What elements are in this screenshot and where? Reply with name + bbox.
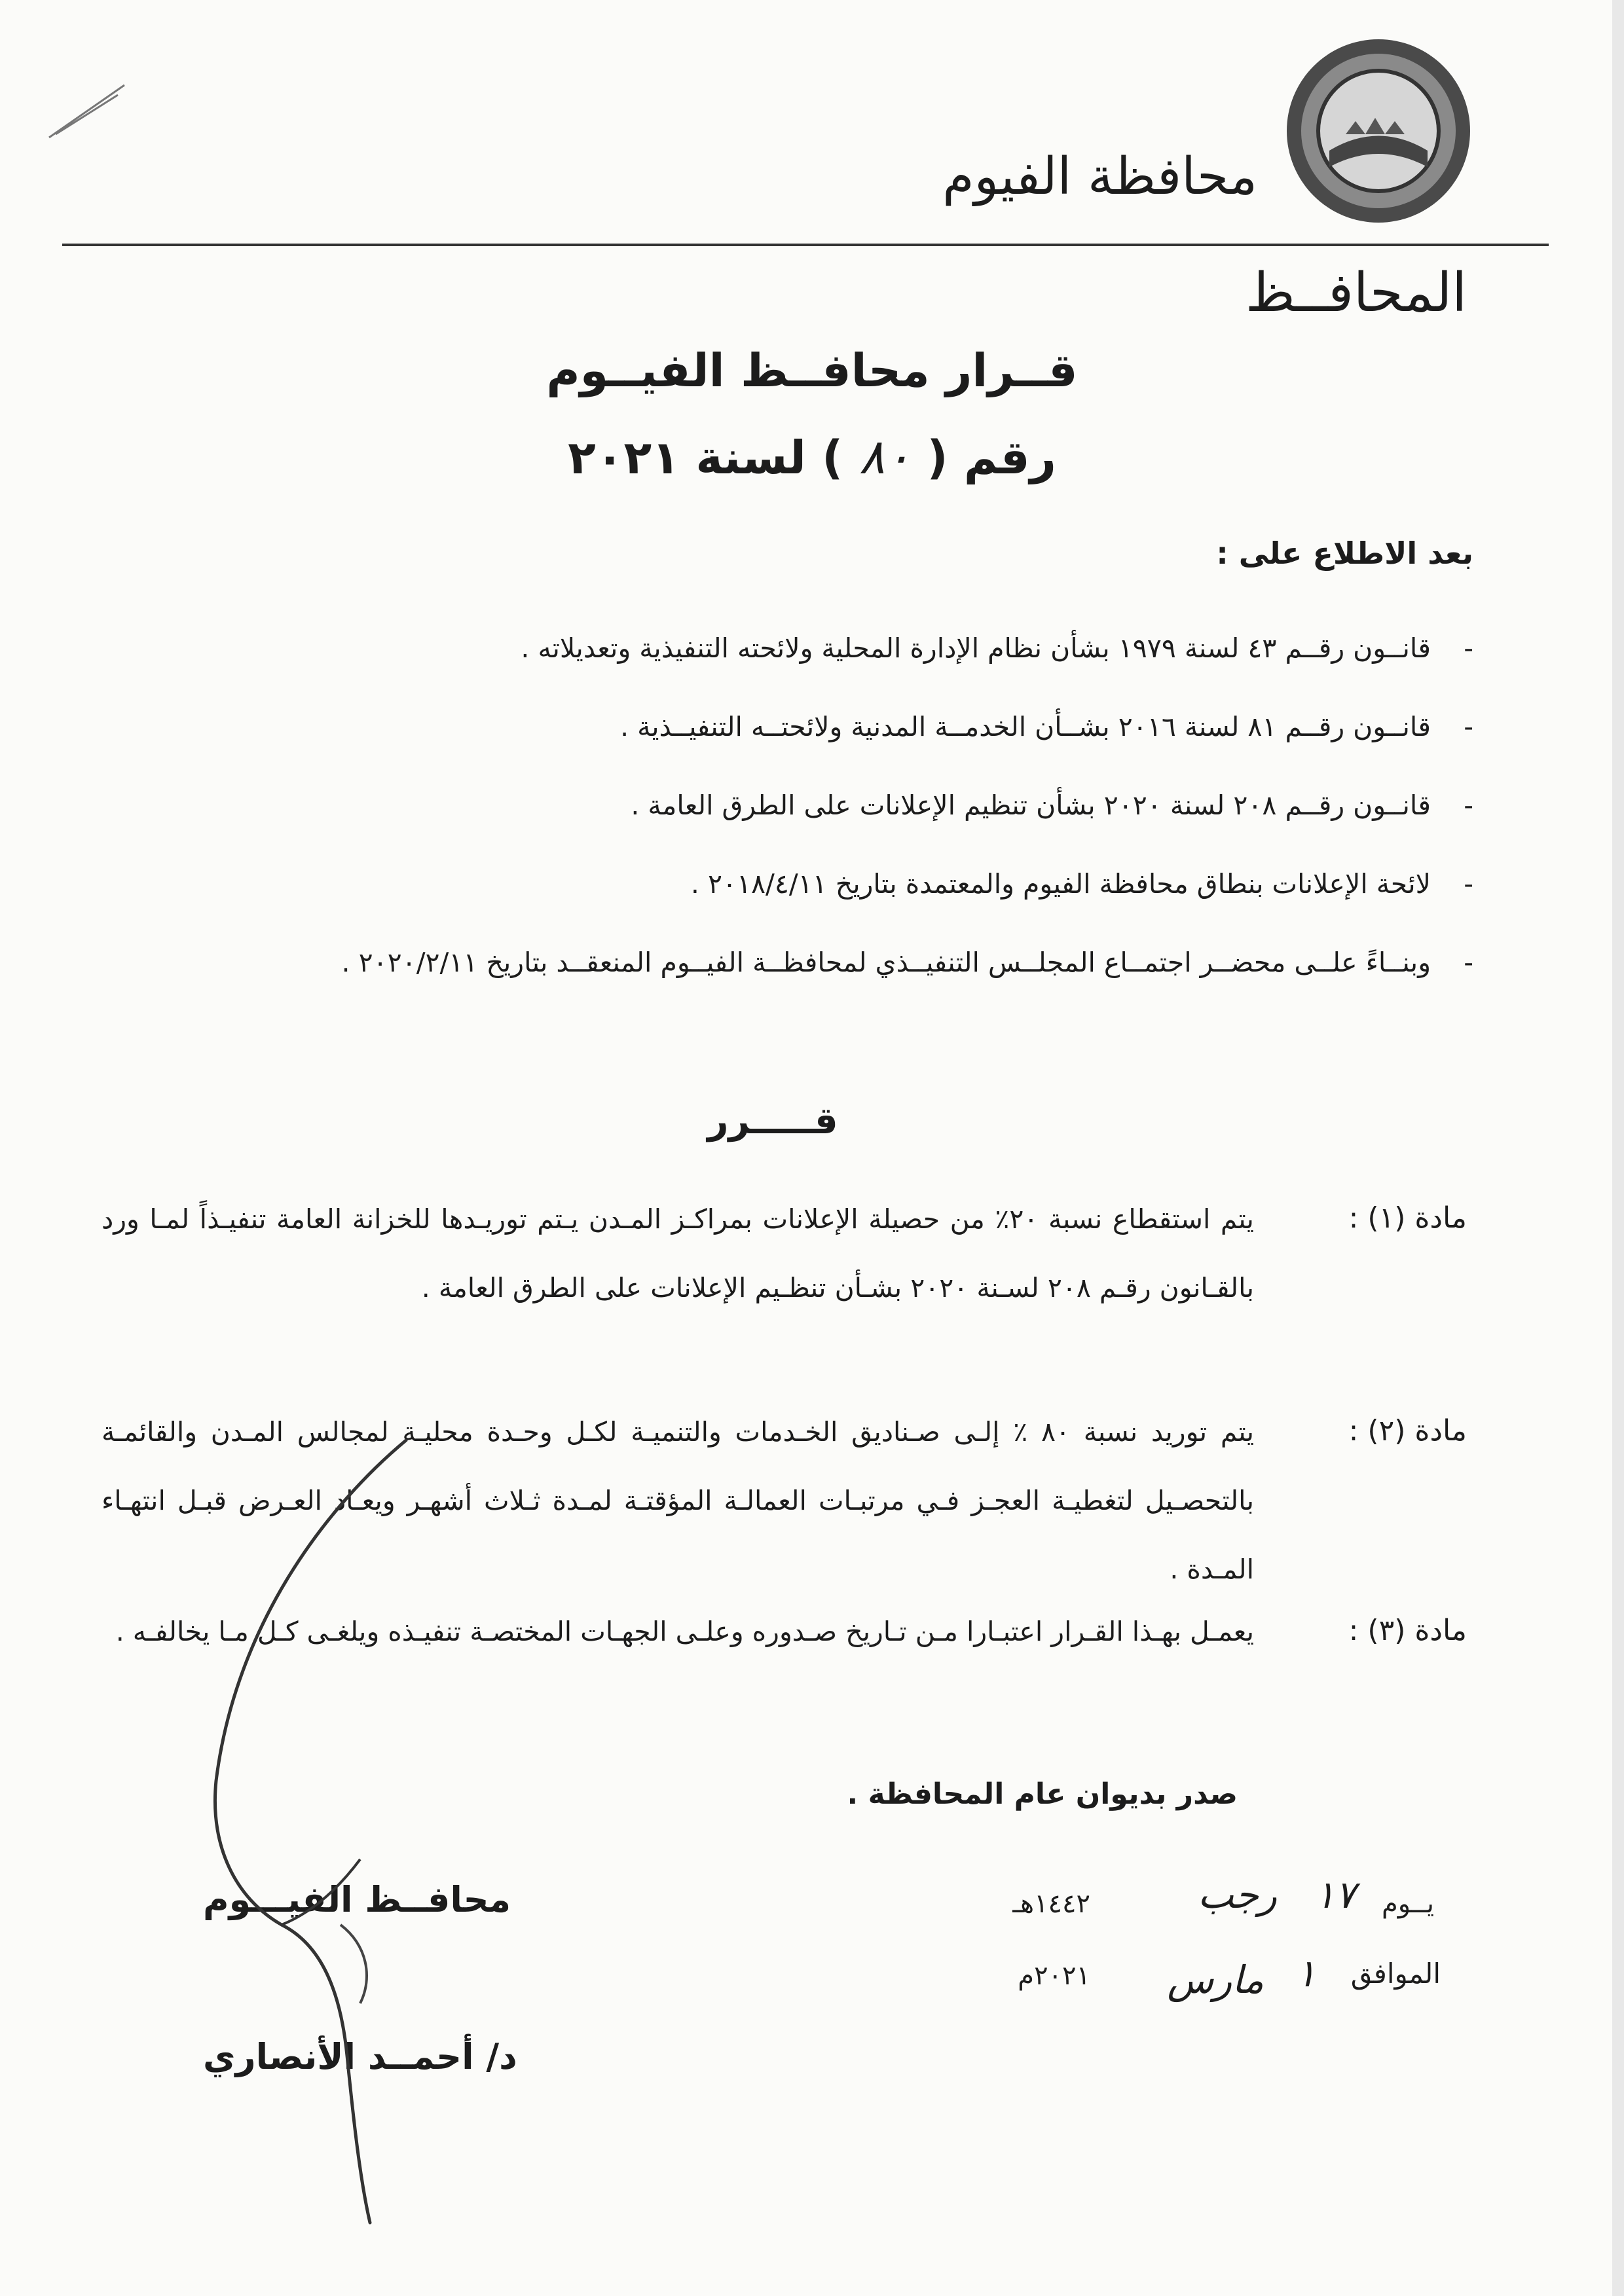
bullet-dash: -	[1464, 868, 1473, 900]
hijri-date-label: يــوم	[1382, 1889, 1434, 1919]
bullet-dash: -	[1464, 711, 1473, 742]
decision-number-value: ٨٠	[858, 429, 912, 485]
article-2-label: مادة (٢) :	[1348, 1414, 1467, 1448]
preamble-item	[154, 687, 1473, 766]
governorate-seal	[1283, 36, 1473, 226]
preamble-item-text: لائحة الإعلانات بنطاق محافظة الفيوم والمعتمدة بتاريخ ٢٠١٨/٤/١١ .	[690, 868, 1431, 900]
preamble-item-text: قانــون رقــم ٨١ لسنة ٢٠١٦ بشــأن الخدمــة المدنية ولائحتــه التنفيــذية .	[620, 711, 1431, 742]
article-3-text: يعمـل بهـذا القـرار اعتبـارا مـن تـاريخ صـدوره وعلـى الجهـات المختصـة تنفيـذه ويلغـى كـل مـا يخالفـه .	[115, 1616, 1254, 1647]
office-title: المحافــظ	[1245, 262, 1467, 324]
hijri-year: ١٤٤٢هـ	[1012, 1889, 1090, 1919]
gregorian-date-label: الموافق	[1350, 1958, 1441, 1990]
decision-number-suffix: ) لسنة ٢٠٢١	[568, 431, 843, 484]
hijri-day: ١٧	[1314, 1872, 1356, 1917]
bullet-dash: -	[1464, 790, 1473, 821]
preamble-item	[154, 609, 1473, 687]
pen-mark	[46, 72, 131, 144]
preamble-item	[154, 766, 1473, 845]
governorate-name: محافظة الفيوم	[942, 147, 1257, 206]
preamble-item	[154, 923, 1473, 1002]
decision-number	[0, 429, 1624, 485]
preamble-item-text: قانــون رقــم ٤٣ لسنة ١٩٧٩ بشأن نظام الإدارة المحلية ولائحته التنفيذية وتعديلاته .	[521, 632, 1431, 664]
bullet-dash: -	[1464, 632, 1473, 664]
handwritten-signature	[210, 1427, 537, 2232]
signatory-name: د/ أحمــد الأنصاري	[203, 2036, 517, 2077]
bullet-dash: -	[1464, 947, 1473, 978]
issued-statement: صدر بديوان عام المحافظة .	[847, 1777, 1238, 1811]
gregorian-day: ١	[1295, 1951, 1316, 1995]
article-1-label: مادة (١) :	[1348, 1201, 1467, 1235]
gregorian-year: ٢٠٢١م	[1018, 1961, 1090, 1991]
decision-title: قــرار محافــظ الفيــوم	[546, 344, 1078, 397]
article-3-label: مادة (٣) :	[1348, 1614, 1467, 1647]
preamble-item-text: وبنــاءً علــى محضــر اجتمــاع المجلــس التنفيــذي لمحافظــة الفيــوم المنعقــد بتاريخ ٢٠٢٠/٢/١١ .	[341, 947, 1431, 978]
article-1-text: يتم استقطاع نسبة ٢٠٪ من حصيلة الإعلانات بمراكـز المـدن يـتم توريـدها للخزانة العامة تنفيـذاً لمـا ورد بالقـانون رقـم ٢٠٨ لسـنة ٢٠٢٠ بشـأن تنظـيم الإعلانات على الطرق العامة .	[101, 1203, 1254, 1303]
preamble-item	[154, 845, 1473, 923]
article-2-text: يتم توريد نسبة ٨٠ ٪ إلـى صـناديق الخـدمات والتنميـة لكـل وحـدة محليـة لمجالس المـدن والقائمـة بالتحصـيل لتغطيـة العجـز فـي مرتبـات العمالـة المؤقتـة لمـدة ثـلاث أشهـر ويعـاد العـرض قبـل انتهـاء المـدة .	[101, 1416, 1254, 1585]
decided-heading: قـــــرر	[707, 1100, 838, 1142]
signatory-title: محافــظ الفيـــوم	[203, 1879, 511, 1920]
gregorian-month: مارس	[1167, 1958, 1264, 2002]
hijri-month: رجب	[1198, 1872, 1277, 1917]
preamble-heading: بعد الاطلاع على :	[1216, 536, 1473, 571]
preamble-item-text: قانــون رقــم ٢٠٨ لسنة ٢٠٢٠ بشأن تنظيم الإعلانات على الطرق العامة .	[631, 790, 1431, 821]
header-divider	[62, 244, 1549, 246]
decision-number-prefix: رقم (	[927, 431, 1056, 484]
